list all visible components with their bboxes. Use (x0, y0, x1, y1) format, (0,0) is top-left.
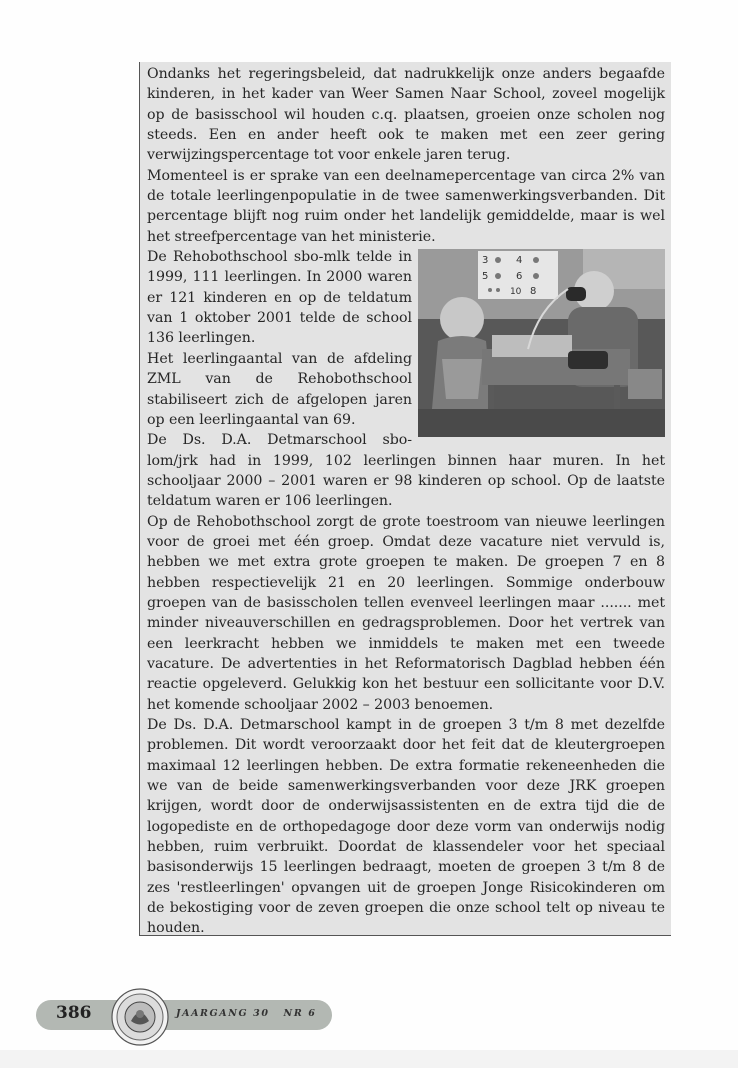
paragraph-6: Op de Rehobothschool zorgt de grote toestroom van nieuwe leerlingen voor de groei met één groep. Omdat deze vacature niet vervuld is, hebben we met extra grote groepen te maken. De groepen 7 en 8 hebben respectievelijk 21 en 20 leerlingen. Sommige onderbouw groepen van de basisscholen tellen evenveel leerlingen maar ....... met minder niveauverschillen en gedragsproblemen. Door het vertrek van een leerkracht hebben we inmiddels te maken met een tweede vacature. De advertenties in het Reformatorisch Dagblad hebben één reactie opgeleverd. Gelukkig kon het bestuur een sollicitante voor D.V. het komende schooljaar 2002 – 2003 benoemen. (147, 513, 665, 713)
paragraph-1: Ondanks het regeringsbeleid, dat nadrukkelijk onze anders begaafde kinderen, in het kader van Weer Samen Naar School, zoveel mogelijk op de basisschool wil houden c.q. plaatsen, groeien onze scholen nog steeds. Een en ander heeft ook te maken met een zeer gering verwijzingspercentage tot voor enkele jaren terug. (147, 66, 665, 164)
children-at-table-photo (418, 249, 665, 437)
issue-label: NR 6 (283, 1008, 317, 1019)
jaargang-label: JAARGANG 30 (176, 1008, 270, 1019)
chart-label-5: 5 (482, 271, 489, 283)
paragraph-5: De Ds. D.A. Detmarschool sbo-lom/jrk had in 1999, 102 leerlingen binnen haar muren. In het schooljaar 2000 – 2001 waren er 98 kinderen op school. Op de laatste teldatum waren er 106 leerlingen. (147, 432, 665, 510)
chart-label-4: 4 (516, 255, 523, 267)
chart-label-3: 3 (482, 255, 489, 267)
paragraph-2: Momenteel is er sprake van een deelnamepercentage van circa 2% van de totale leerlingenpopulatie in de twee samenwerkingsverbanden. Dit percentage blijft nog ruim onder het landelijk gemiddelde, maar is wel het streefpercentage van het ministerie. (147, 167, 665, 245)
scan-edge (0, 1050, 738, 1068)
page-footer (36, 991, 336, 1043)
paragraph-4: Het leerlingaantal van de afdeling ZML van de Rehobothschool stabiliseert zich de afgelopen jaren op een leerlingaantal van 69. (147, 350, 412, 428)
seal-icon (111, 988, 169, 1046)
article-text (147, 64, 665, 939)
chart-label-6: 6 (516, 271, 523, 283)
paragraph-3: De Rehobothschool sbo-mlk telde in 1999, 111 leerlingen. In 2000 waren er 121 kinderen en op de teldatum van 1 oktober 2001 telde de school 136 leerlingen. (147, 249, 412, 347)
classroom-photo (418, 249, 665, 437)
volume-label (176, 1008, 330, 1019)
chart-label-8: 8 (530, 286, 537, 298)
chart-label-10: 10 (510, 287, 522, 298)
page-number: 386 (56, 1003, 92, 1023)
paragraph-7: De Ds. D.A. Detmarschool kampt in de groepen 3 t/m 8 met dezelfde problemen. Dit wordt veroorzaakt door het feit dat de kleutergroepen maximaal 12 leerlingen hebben. De extra formatie rekeneenheden die we van de beide samenwerkingsverbanden voor deze JRK groepen krijgen, wordt door de onderwijsassistenten en de extra tijd die de logopediste en de orthopedagoge door deze vorm van onderwijs nodig hebben, ruim verbruikt. Doordat de klassendeler voor het speciaal basisonderwijs 15 leerlingen bedraagt, moeten de groepen 3 t/m 8 de zes 'restleerlingen' opvangen uit de groepen Jonge Risicokinderen om de bekostiging voor de zeven groepen die onze school telt op niveau te houden. (147, 717, 665, 937)
